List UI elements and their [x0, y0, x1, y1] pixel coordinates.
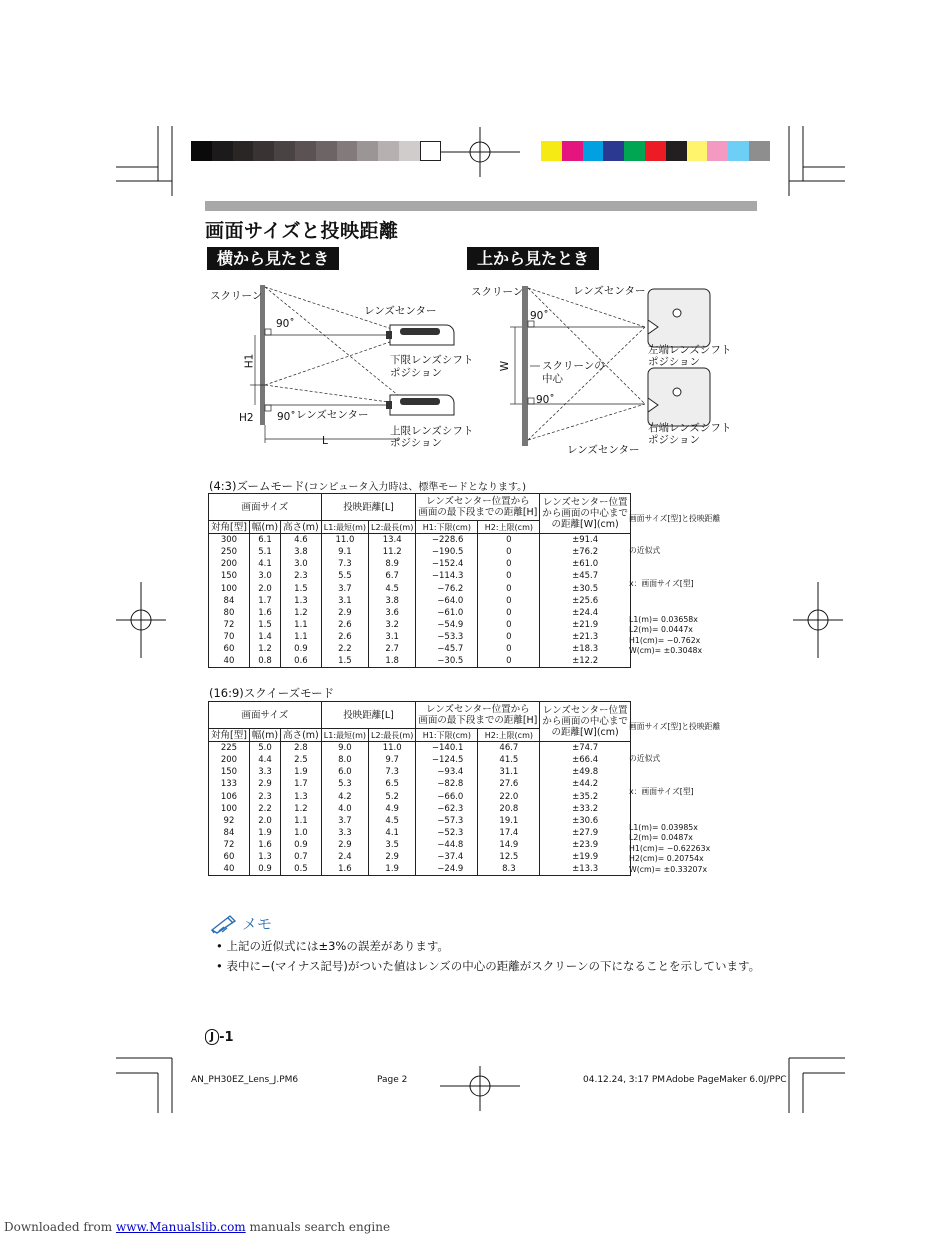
- table-cell: ±21.3: [540, 631, 631, 643]
- table-row: [209, 754, 631, 766]
- top-lens-center-top: レンズセンター: [573, 285, 646, 297]
- table-cell: 3.8: [369, 595, 416, 607]
- table-cell: 0.7: [281, 851, 322, 863]
- table-cell: 72: [209, 619, 250, 631]
- table-row: [209, 742, 631, 755]
- table-cell: ±66.4: [540, 754, 631, 766]
- page-number: J -1: [205, 1029, 234, 1045]
- table-cell: 4.5: [369, 582, 416, 594]
- table-cell: 2.5: [281, 754, 322, 766]
- table-cell: ±76.2: [540, 546, 631, 558]
- table-cell: 1.7: [249, 595, 280, 607]
- table-cell: 0: [478, 595, 540, 607]
- table-cell: 133: [209, 778, 250, 790]
- hdr-lens-w: レンズセンター位置 から画面の中心まで の距離[W](cm): [540, 494, 631, 534]
- table-cell: 5.0: [249, 742, 280, 755]
- table-cell: 0: [478, 631, 540, 643]
- side-h1-label: H1: [243, 353, 256, 369]
- table-cell: 60: [209, 851, 250, 863]
- table-cell: −57.3: [416, 815, 478, 827]
- table-cell: 0.8: [249, 655, 280, 668]
- table-cell: 0: [478, 619, 540, 631]
- hdr-l2: L2:最長(m): [369, 521, 416, 534]
- side-lower-shift-2: ポジション: [390, 367, 443, 379]
- table-cell: 1.0: [281, 827, 322, 839]
- side-l-label: L: [322, 435, 328, 447]
- table-cell: ±61.0: [540, 558, 631, 570]
- top-angle-bottom: 90˚: [536, 394, 555, 406]
- color-swatch: [274, 141, 295, 161]
- footer-app: Adobe PageMaker 6.0J/PPC: [666, 1075, 787, 1085]
- hdr-l1: L1:最短(m): [321, 521, 368, 534]
- table-cell: 1.9: [281, 766, 322, 778]
- color-swatch: [378, 141, 399, 161]
- side-angle-top: 90˚: [276, 318, 295, 330]
- color-swatch: [707, 141, 728, 161]
- table-cell: 11.2: [369, 546, 416, 558]
- table-cell: 4.5: [369, 815, 416, 827]
- table-cell: 2.8: [281, 742, 322, 755]
- table-cell: ±27.9: [540, 827, 631, 839]
- table-cell: 6.7: [369, 570, 416, 582]
- table2-caption: (16:9)スクイーズモード: [209, 686, 335, 700]
- table-cell: 41.5: [478, 754, 540, 766]
- hdr2-screen-size: 画面サイズ: [209, 702, 322, 729]
- top-right-shift: 右端レンズシフト: [648, 422, 732, 434]
- table-cell: 46.7: [478, 742, 540, 755]
- process-color-bar: [541, 141, 770, 161]
- table-cell: 1.5: [281, 582, 322, 594]
- table-cell: −140.1: [416, 742, 478, 755]
- table-cell: 27.6: [478, 778, 540, 790]
- table-row: [209, 546, 631, 558]
- color-swatch: [541, 141, 562, 161]
- table-cell: 0.9: [249, 863, 280, 876]
- table-cell: 1.6: [321, 863, 368, 876]
- formula-line: W(cm)= ±0.33207x: [629, 864, 708, 874]
- formula-line: H1(cm)= −0.62263x: [629, 843, 711, 853]
- hdr-throw: 投映距離[L]: [321, 494, 416, 521]
- table-cell: 3.1: [321, 595, 368, 607]
- table-cell: 0.5: [281, 863, 322, 876]
- table-cell: 5.1: [249, 546, 280, 558]
- color-swatch: [337, 141, 358, 161]
- table-cell: −52.3: [416, 827, 478, 839]
- table-row: [209, 815, 631, 827]
- table-cell: 1.1: [281, 631, 322, 643]
- table-cell: −228.6: [416, 534, 478, 547]
- memo-item-1: • 上記の近似式には±3%の誤差があります。: [216, 939, 449, 953]
- table-cell: ±49.8: [540, 766, 631, 778]
- table-cell: −53.3: [416, 631, 478, 643]
- top-screen-center-2: 中心: [542, 373, 563, 385]
- table-cell: 60: [209, 643, 250, 655]
- formula-line: H2(cm)= 0.20754x: [629, 854, 704, 863]
- table-cell: 1.1: [281, 815, 322, 827]
- table-cell: 200: [209, 558, 250, 570]
- table-cell: ±13.3: [540, 863, 631, 876]
- table-cell: 1.9: [369, 863, 416, 876]
- color-swatch: [562, 141, 583, 161]
- top-screen-center: スクリーンの: [542, 360, 605, 372]
- top-w-label: W: [499, 360, 512, 372]
- table2-formula: 画面サイズ[型]と投映距離 の近似式 x：画面サイズ[型] L1(m)= 0.03985x L2(m)= 0.0487x H1(cm)= −0.62263x H2(cm)= 0.20754x W(cm)= ±0.33207x: [629, 722, 721, 874]
- side-screen-label: スクリーン: [210, 290, 263, 302]
- table-cell: ±44.2: [540, 778, 631, 790]
- table-cell: 0: [478, 582, 540, 594]
- table-cell: 7.3: [321, 558, 368, 570]
- table-row: [209, 607, 631, 619]
- table-cell: −82.8: [416, 778, 478, 790]
- side-lower-shift: 下限レンズシフト: [390, 354, 474, 366]
- table-cell: 0.9: [281, 643, 322, 655]
- table-cell: 2.6: [321, 631, 368, 643]
- table-cell: 2.9: [321, 607, 368, 619]
- top-right-shift-2: ポジション: [648, 434, 701, 446]
- table-cell: 4.4: [249, 754, 280, 766]
- table-row: [209, 778, 631, 790]
- table-cell: 40: [209, 863, 250, 876]
- table-row: [209, 839, 631, 851]
- table-cell: 1.2: [281, 607, 322, 619]
- table-row: [209, 595, 631, 607]
- table-cell: 1.3: [281, 790, 322, 802]
- table-cell: 8.3: [478, 863, 540, 876]
- hdr2-h1: H1:下限(cm): [416, 729, 478, 742]
- hdr-lens-h: レンズセンター位置から 画面の最下段までの距離[H]: [416, 494, 540, 521]
- table-cell: 3.6: [369, 607, 416, 619]
- table-cell: 3.7: [321, 582, 368, 594]
- color-swatch: [583, 141, 604, 161]
- table-cell: 13.4: [369, 534, 416, 547]
- hdr-screen-size: 画面サイズ: [209, 494, 322, 521]
- table-cell: 7.3: [369, 766, 416, 778]
- table-cell: 4.2: [321, 790, 368, 802]
- table-row: [209, 790, 631, 802]
- table-cell: 9.1: [321, 546, 368, 558]
- table-cell: 8.0: [321, 754, 368, 766]
- side-lens-center-top: レンズセンター: [364, 305, 437, 317]
- section-divider: [205, 201, 757, 211]
- table-cell: 1.4: [249, 631, 280, 643]
- table-cell: −93.4: [416, 766, 478, 778]
- table-row: [209, 534, 631, 547]
- color-swatch: [253, 141, 274, 161]
- hdr-h1: H1:下限(cm): [416, 521, 478, 534]
- color-swatch: [212, 141, 233, 161]
- table-cell: 2.0: [249, 815, 280, 827]
- table-cell: 150: [209, 766, 250, 778]
- table-cell: 3.7: [321, 815, 368, 827]
- table-cell: 17.4: [478, 827, 540, 839]
- table-cell: 0.6: [281, 655, 322, 668]
- formula-line: L2(m)= 0.0487x: [629, 833, 693, 842]
- table-cell: 2.2: [249, 803, 280, 815]
- table-cell: 0: [478, 546, 540, 558]
- table-cell: −114.3: [416, 570, 478, 582]
- table-cell: 0: [478, 643, 540, 655]
- table-cell: 1.1: [281, 619, 322, 631]
- color-swatch: [728, 141, 749, 161]
- table-row: [209, 851, 631, 863]
- color-swatch: [603, 141, 624, 161]
- table-cell: 70: [209, 631, 250, 643]
- table-cell: 31.1: [478, 766, 540, 778]
- top-screen-label: スクリーン: [471, 286, 524, 298]
- top-lens-center-bottom: レンズセンター: [567, 444, 640, 456]
- table-cell: ±23.9: [540, 839, 631, 851]
- color-swatch: [316, 141, 337, 161]
- table-cell: 6.0: [321, 766, 368, 778]
- footer-date: 04.12.24, 3:17 PM: [583, 1075, 666, 1085]
- hdr2-l1: L1:最短(m): [321, 729, 368, 742]
- table-cell: 4.6: [281, 534, 322, 547]
- formula-line: L2(m)= 0.0447x: [629, 625, 693, 634]
- table-cell: 150: [209, 570, 250, 582]
- color-swatch: [645, 141, 666, 161]
- table-cell: 0.9: [281, 839, 322, 851]
- table-cell: ±35.2: [540, 790, 631, 802]
- table-cell: ±18.3: [540, 643, 631, 655]
- hdr2-width: 幅(m): [249, 729, 280, 742]
- table-row: [209, 766, 631, 778]
- color-swatch: [295, 141, 316, 161]
- table-cell: 1.6: [249, 607, 280, 619]
- table-cell: −124.5: [416, 754, 478, 766]
- table-cell: 2.9: [249, 778, 280, 790]
- table-cell: 5.5: [321, 570, 368, 582]
- table-cell: 84: [209, 595, 250, 607]
- color-swatch: [749, 141, 770, 161]
- hdr2-lens-w: レンズセンター位置 から画面の中心まで の距離[W](cm): [540, 702, 631, 742]
- table-row: [209, 631, 631, 643]
- table1-formula: 画面サイズ[型]と投映距離 の近似式 x：画面サイズ[型] L1(m)= 0.03658x L2(m)= 0.0447x H1(cm)= −0.762x W(cm)= ±0.3048x: [629, 514, 721, 655]
- table-cell: 14.9: [478, 839, 540, 851]
- table-cell: 0: [478, 607, 540, 619]
- table-cell: ±21.9: [540, 619, 631, 631]
- table1-caption: (4:3)ズームモード(コンピュータ入力時は、標準モードとなります。): [209, 479, 527, 493]
- table-cell: −45.7: [416, 643, 478, 655]
- footer-file: AN_PH30EZ_Lens_J.PM6: [191, 1075, 299, 1085]
- hdr-diag: 対角[型]: [209, 521, 250, 534]
- table-cell: 1.7: [281, 778, 322, 790]
- table-cell: 1.3: [249, 851, 280, 863]
- memo-item-2: • 表中に−(マイナス記号)がついた値はレンズの中心の距離がスクリーンの下になることを示しています。: [216, 959, 761, 973]
- table-cell: 3.0: [281, 558, 322, 570]
- table-cell: −66.0: [416, 790, 478, 802]
- table-cell: 2.3: [281, 570, 322, 582]
- table-row: [209, 827, 631, 839]
- table-row: [209, 558, 631, 570]
- side-lens-center-bottom: レンズセンター: [296, 409, 369, 421]
- table-cell: ±25.6: [540, 595, 631, 607]
- table-cell: 3.5: [369, 839, 416, 851]
- hdr-h2: H2:上限(cm): [478, 521, 540, 534]
- formula-line: L1(m)= 0.03658x: [629, 614, 698, 624]
- table-cell: −152.4: [416, 558, 478, 570]
- table-row: [209, 655, 631, 668]
- table-cell: 100: [209, 582, 250, 594]
- table-cell: 5.3: [321, 778, 368, 790]
- table-cell: 1.5: [249, 619, 280, 631]
- color-swatch: [687, 141, 708, 161]
- table-cell: −37.4: [416, 851, 478, 863]
- hdr-height: 高さ(m): [281, 521, 322, 534]
- table-cell: −62.3: [416, 803, 478, 815]
- formula-line: L1(m)= 0.03985x: [629, 822, 698, 832]
- table-cell: 1.3: [281, 595, 322, 607]
- hdr2-h2: H2:上限(cm): [478, 729, 540, 742]
- table-cell: 2.4: [321, 851, 368, 863]
- table-cell: 100: [209, 803, 250, 815]
- color-swatch: [399, 141, 420, 161]
- table-cell: 12.5: [478, 851, 540, 863]
- table-cell: 1.2: [281, 803, 322, 815]
- color-swatch: [233, 141, 254, 161]
- pencil-memo-icon: [210, 912, 240, 934]
- table-cell: 5.2: [369, 790, 416, 802]
- table-cell: 1.8: [369, 655, 416, 668]
- table-cell: −30.5: [416, 655, 478, 668]
- table-row: [209, 803, 631, 815]
- table-cell: 6.5: [369, 778, 416, 790]
- table-cell: 80: [209, 607, 250, 619]
- table-cell: ±45.7: [540, 570, 631, 582]
- table-cell: ±74.7: [540, 742, 631, 755]
- table-cell: 92: [209, 815, 250, 827]
- table-row: [209, 643, 631, 655]
- table-cell: 6.1: [249, 534, 280, 547]
- table-cell: 11.0: [321, 534, 368, 547]
- side-angle-bottom: 90˚: [277, 411, 296, 423]
- table-cell: 3.1: [369, 631, 416, 643]
- side-upper-shift-2: ポジション: [390, 437, 443, 449]
- table-cell: 2.0: [249, 582, 280, 594]
- page-title: 画面サイズと投映距離: [205, 220, 399, 242]
- table-cell: 0: [478, 570, 540, 582]
- hdr2-lens-h: レンズセンター位置から 画面の最下段までの距離[H]: [416, 702, 540, 729]
- hdr2-l2: L2:最長(m): [369, 729, 416, 742]
- table-cell: ±24.4: [540, 607, 631, 619]
- table-cell: 22.0: [478, 790, 540, 802]
- table-cell: ±30.5: [540, 582, 631, 594]
- hdr2-height: 高さ(m): [281, 729, 322, 742]
- formula-line: W(cm)= ±0.3048x: [629, 646, 703, 655]
- side-h2-label: H2: [239, 412, 254, 424]
- table-cell: 3.8: [281, 546, 322, 558]
- hdr2-throw: 投映距離[L]: [321, 702, 416, 729]
- table-cell: 84: [209, 827, 250, 839]
- table-cell: 2.2: [321, 643, 368, 655]
- table-cell: 3.3: [321, 827, 368, 839]
- table-cell: 4.1: [249, 558, 280, 570]
- grayscale-bar: [191, 141, 441, 161]
- table-cell: 9.7: [369, 754, 416, 766]
- table-cell: 106: [209, 790, 250, 802]
- table-cell: −24.9: [416, 863, 478, 876]
- table-cell: 8.9: [369, 558, 416, 570]
- table-cell: 72: [209, 839, 250, 851]
- top-left-shift-2: ポジション: [648, 356, 701, 368]
- color-swatch: [191, 141, 212, 161]
- manualslib-link[interactable]: www.Manualslib.com: [115, 1220, 246, 1234]
- table-cell: 20.8: [478, 803, 540, 815]
- table-cell: 2.7: [369, 643, 416, 655]
- top-angle-top: 90˚: [530, 310, 549, 322]
- table-cell: ±12.2: [540, 655, 631, 668]
- table-cell: 9.0: [321, 742, 368, 755]
- table-cell: −44.8: [416, 839, 478, 851]
- table-cell: 1.6: [249, 839, 280, 851]
- side-upper-shift: 上限レンズシフト: [390, 425, 474, 437]
- zoom-mode-table: [208, 493, 631, 668]
- table-cell: ±91.4: [540, 534, 631, 547]
- top-left-shift: 左端レンズシフト: [648, 344, 732, 356]
- table-cell: 200: [209, 754, 250, 766]
- footer-page: Page 2: [377, 1075, 408, 1085]
- table-cell: 2.3: [249, 790, 280, 802]
- hdr-width: 幅(m): [249, 521, 280, 534]
- table-cell: 1.2: [249, 643, 280, 655]
- table-cell: −64.0: [416, 595, 478, 607]
- formula-line: H1(cm)= −0.762x: [629, 635, 701, 645]
- memo-heading: メモ: [210, 912, 272, 934]
- table-cell: 0: [478, 534, 540, 547]
- table-cell: −61.0: [416, 607, 478, 619]
- table-row: [209, 582, 631, 594]
- table-cell: 2.9: [321, 839, 368, 851]
- table-cell: 4.9: [369, 803, 416, 815]
- table-cell: 4.0: [321, 803, 368, 815]
- table-cell: 225: [209, 742, 250, 755]
- side-view-tag: 横から見たとき: [207, 247, 339, 270]
- hdr2-diag: 対角[型]: [209, 729, 250, 742]
- color-swatch: [624, 141, 645, 161]
- top-view-tag: 上から見たとき: [467, 247, 599, 270]
- table-cell: ±33.2: [540, 803, 631, 815]
- table-cell: 40: [209, 655, 250, 668]
- table-cell: 0: [478, 655, 540, 668]
- table-cell: ±19.9: [540, 851, 631, 863]
- table-cell: 11.0: [369, 742, 416, 755]
- table-cell: 3.0: [249, 570, 280, 582]
- table-row: [209, 570, 631, 582]
- table-cell: 1.5: [321, 655, 368, 668]
- table-cell: 3.2: [369, 619, 416, 631]
- color-swatch: [420, 141, 441, 161]
- table-row: [209, 863, 631, 876]
- table-cell: 3.3: [249, 766, 280, 778]
- squeeze-mode-table: [208, 701, 631, 876]
- download-credit: Downloaded from www.Manualslib.com manuals search engine: [4, 1220, 391, 1234]
- table-cell: −190.5: [416, 546, 478, 558]
- table-cell: 0: [478, 558, 540, 570]
- table-cell: −54.9: [416, 619, 478, 631]
- table-cell: ±30.6: [540, 815, 631, 827]
- table-row: [209, 619, 631, 631]
- table-cell: 19.1: [478, 815, 540, 827]
- color-swatch: [357, 141, 378, 161]
- table-cell: 2.9: [369, 851, 416, 863]
- color-swatch: [666, 141, 687, 161]
- table-cell: 4.1: [369, 827, 416, 839]
- table-cell: 250: [209, 546, 250, 558]
- table-cell: 300: [209, 534, 250, 547]
- table-cell: 1.9: [249, 827, 280, 839]
- table-cell: 2.6: [321, 619, 368, 631]
- table-cell: −76.2: [416, 582, 478, 594]
